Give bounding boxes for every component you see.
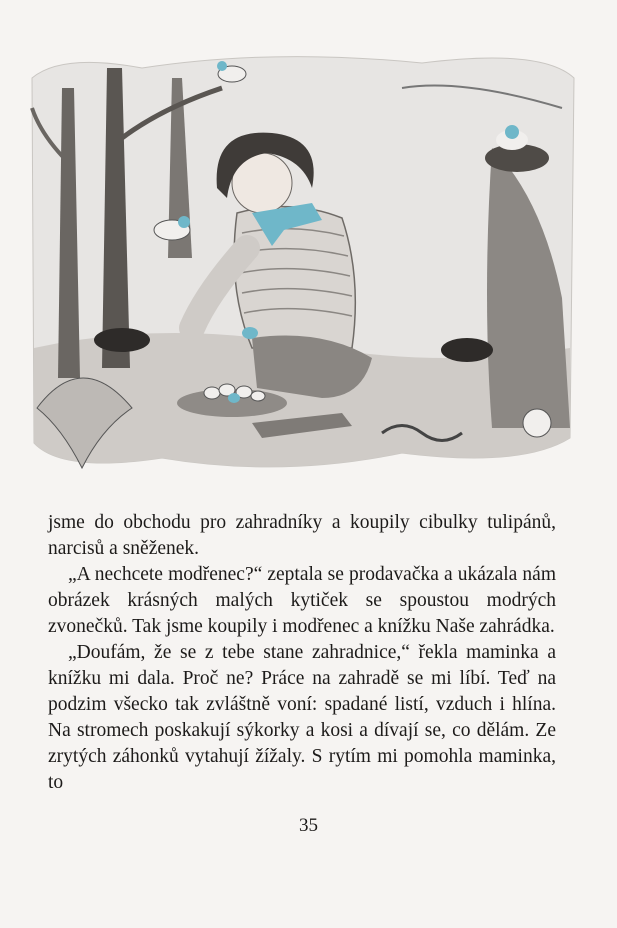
blackbird-right xyxy=(441,338,493,362)
blue-bulb xyxy=(242,327,258,339)
paragraph-2: „A nechcete modřenec?“ zeptala se prodavačka a ukázala nám obrázek krásných malých kytiček se spoustou modrých zvonečků. Tak jsme koupily i modřenec a knížku Naše zahrádka. xyxy=(48,564,556,637)
garden-illustration xyxy=(22,48,582,488)
page-number: 35 xyxy=(299,815,318,836)
story-text xyxy=(48,510,556,796)
girl-sweater xyxy=(234,207,355,348)
snail-shell xyxy=(523,409,551,437)
paragraph-1: jsme do obchodu pro zahradníky a koupily cibulky tulipánů, narcisů a sněženek. xyxy=(48,512,556,559)
blackbird-left xyxy=(94,328,150,352)
paragraph-3: „Doufám, že se z tebe stane zahradnice,“ řekla maminka a knížku mi dala. Proč ne? Práce na zahradě se mi líbí. Teď na podzim všecko tak zvláštně voní: spadané listí, vzduch i hlína. Na stromech poskakují sýkorky a kosi a dívají se, co dělám. Ze zrytých záhonků vytahují žížaly. S rytím mi pomohla maminka, to xyxy=(48,642,556,793)
